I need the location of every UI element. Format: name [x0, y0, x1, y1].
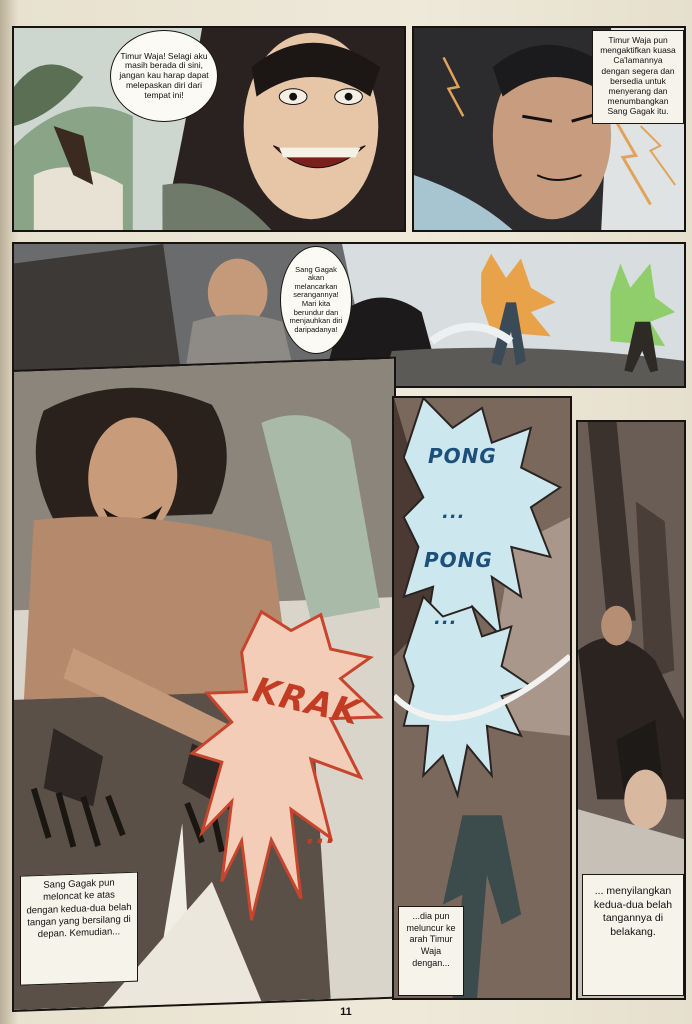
sfx-pong-2: PONG	[424, 548, 493, 572]
caption-sang-gagak-leap: Sang Gagak pun meloncat ke atas dengan kedua-dua belah tangan yang bersilang di depan. Kemudian...	[20, 872, 138, 986]
panel-6-cross-hands	[576, 420, 686, 1000]
page-number: 11	[340, 1006, 352, 1018]
sfx-krak: KRAK	[248, 669, 365, 734]
speech-bubble-villain: Timur Waja! Selagi aku masih berada di sini, jangan kau harap dapat melepaskan diri dari tempat ini!	[110, 30, 218, 122]
panel-2-timur-waja	[412, 26, 686, 232]
sfx-pong-dots-2: ...	[434, 608, 458, 629]
panel-5-pong-attack	[392, 396, 572, 1000]
sfx-pong-1: PONG	[428, 444, 497, 468]
panel-1-villain-grin	[12, 26, 406, 232]
sfx-krak-dots: ...	[306, 820, 337, 850]
panel-4-sang-gagak	[12, 357, 396, 1012]
caption-timur-waja-charge: ...dia pun meluncur ke arah Timur Waja dengan...	[398, 906, 464, 996]
speech-bubble-retreat: Sang Gagak akan melancarkan serangannya! Mari kita berundur dan menjauhkan diri daripadanya!	[280, 246, 352, 354]
caption-timur-waja: Timur Waja pun mengaktifkan kuasa Ca'lamannya dengan segera dan bersedia untuk menyerang dan menumbangkan Sang Gagak itu.	[592, 30, 684, 124]
caption-cross-hands-behind: ... menyilangkan kedua-dua belah tangannya di belakang.	[582, 874, 684, 996]
sfx-pong-dots-1: ...	[442, 502, 466, 523]
